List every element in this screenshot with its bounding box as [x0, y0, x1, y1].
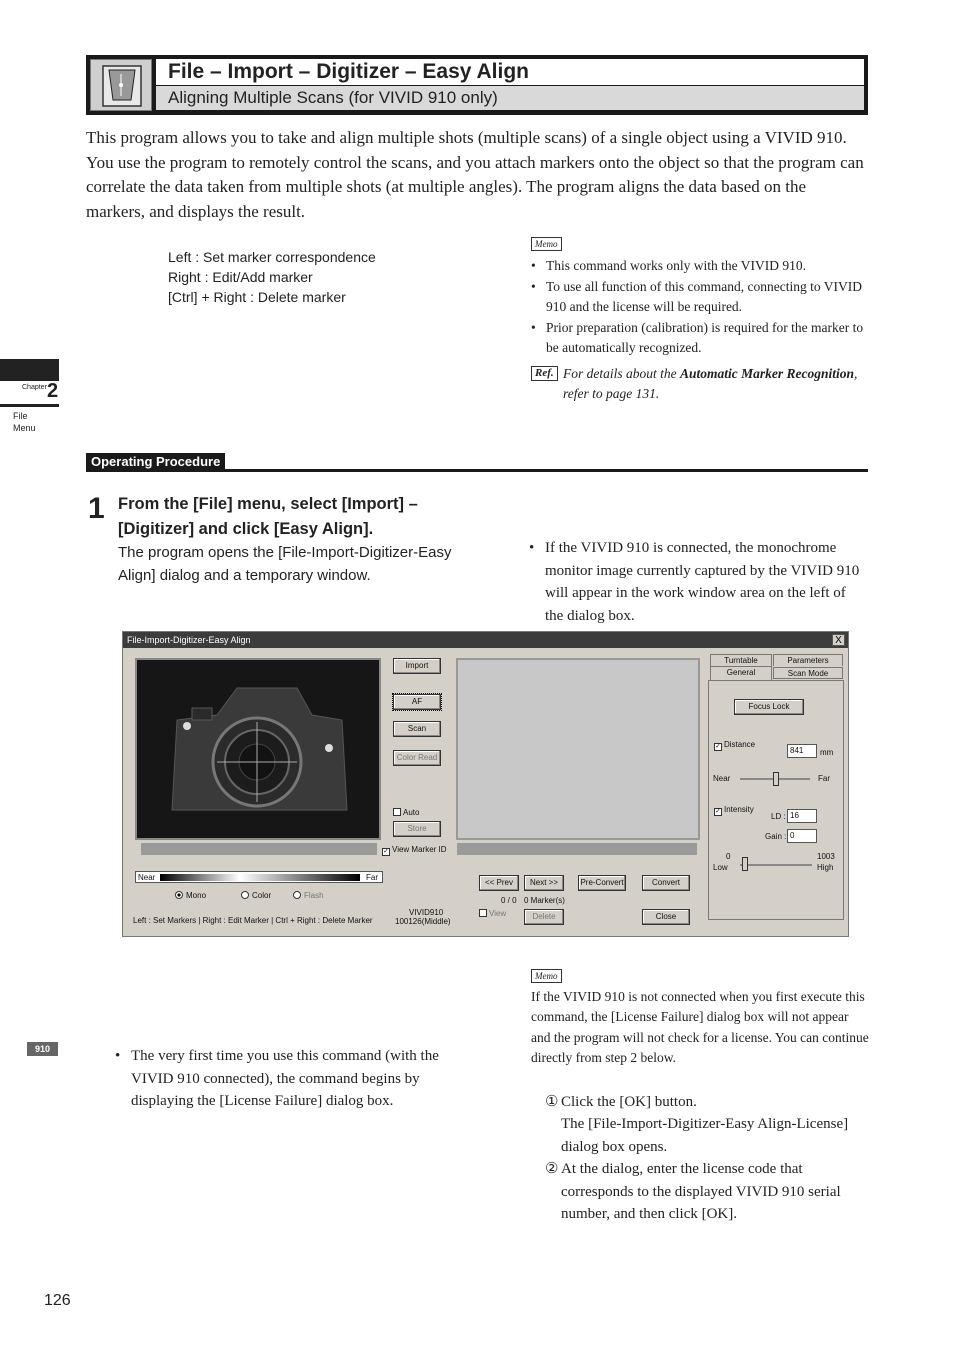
tab-parameters[interactable]: Parameters: [773, 654, 843, 666]
close-button[interactable]: Close: [642, 909, 690, 925]
auto-checkbox[interactable]: Auto: [393, 808, 419, 817]
easy-align-dialog: [122, 631, 849, 937]
slider-min: 0: [726, 852, 731, 861]
memo-box-license: [531, 966, 869, 1226]
step-number: 1: [88, 492, 105, 525]
slider-max: 1003: [817, 852, 835, 861]
prev-button[interactable]: << Prev: [479, 875, 519, 891]
far-label: Far: [818, 774, 830, 783]
model-tab: 910: [27, 1042, 58, 1056]
mono-radio[interactable]: Mono: [175, 891, 206, 900]
operating-procedure-label: Operating Procedure: [86, 453, 225, 471]
import-button[interactable]: Import: [393, 658, 441, 674]
tab-scan-mode[interactable]: Scan Mode: [773, 667, 843, 679]
memo-item: • This command works only with the VIVID 910.: [531, 256, 869, 276]
section-header: [86, 55, 868, 115]
progress-bar: [141, 843, 377, 855]
license-step-1: ① Click the [OK] button. The [File-Import-Digitizer-Easy Align-License] dialog box opens.: [531, 1068, 869, 1158]
ld-label: LD :: [771, 812, 786, 821]
ref-icon: Ref.: [531, 366, 558, 381]
checkbox-checked-icon: ✓: [383, 848, 389, 855]
chapter-label: Chapter: [22, 384, 47, 391]
distance-field[interactable]: 841: [787, 744, 817, 758]
tab-turntable[interactable]: Turntable: [710, 654, 772, 666]
section-icon: [90, 59, 152, 111]
gain-field[interactable]: 0: [787, 829, 817, 843]
mouse-op-left: Left : Set marker correspondence: [168, 249, 376, 265]
step-marker: ②: [545, 1161, 559, 1178]
gain-label: Gain :: [765, 832, 787, 841]
work-area[interactable]: [456, 658, 700, 840]
checkbox-icon: [393, 808, 401, 816]
step-marker: ①: [545, 1093, 559, 1110]
progress-bar-right: [457, 843, 697, 855]
distance-unit: mm: [820, 748, 834, 757]
memo-body: If the VIVID 910 is not connected when you first execute this command, the [License Failure] dialog box will not appear and the program will not check for a license. You can continue directly from step 2 below.: [531, 989, 869, 1065]
step-description: The program opens the [File-Import-Digitizer-Easy Align] dialog and a temporary window.: [118, 544, 452, 584]
monitor-view: [135, 658, 381, 840]
distance-checkbox[interactable]: ✓ Distance: [715, 740, 756, 750]
low-label: Low: [713, 863, 728, 872]
flash-radio[interactable]: Flash: [293, 891, 324, 900]
mouse-op-ctrl: [Ctrl] + Right : Delete marker: [168, 289, 346, 305]
intensity-checkbox[interactable]: ✓ Intensity: [715, 805, 754, 815]
ref-link-text: Automatic Marker Recognition: [680, 366, 855, 381]
model-version: 100126(Middle): [395, 917, 451, 926]
dialog-title-bar: File-Import-Digitizer-Easy Align: [123, 632, 848, 648]
chapter-bar: [0, 359, 59, 381]
memo-item: • Prior preparation (calibration) is required for the marker to be automatically recognized.: [531, 318, 869, 358]
chapter-number: 2: [47, 380, 59, 402]
pre-convert-button[interactable]: Pre-Convert: [578, 875, 626, 891]
memo-item: • To use all function of this command, connecting to VIVID 910 and the license will be required.: [531, 277, 869, 317]
distance-slider-handle[interactable]: [773, 772, 779, 786]
intensity-slider-track: [740, 864, 812, 866]
ld-field[interactable]: 16: [787, 809, 817, 823]
tab-general[interactable]: General: [710, 666, 772, 680]
marker-count: 0 Marker(s): [524, 896, 565, 905]
intensity-slider-handle[interactable]: [742, 857, 748, 871]
status-text: Left : Set Markers | Right : Edit Marker | Ctrl + Right : Delete Marker: [133, 916, 373, 925]
memo-icon: Memo: [531, 237, 562, 251]
high-label: High: [817, 863, 834, 872]
memo-list: [531, 256, 869, 358]
ref-note: Ref. For details about the Automatic Marker Recognition, refer to page 131.: [531, 364, 869, 404]
store-button[interactable]: Store: [393, 821, 441, 837]
color-radio[interactable]: Color: [241, 891, 271, 900]
page-number: 126: [44, 1292, 71, 1309]
focus-lock-button[interactable]: Focus Lock: [734, 699, 804, 715]
license-note: • The very first time you use this command (with the VIVID 910 connected), the command begins by displaying the [License Failure] dialog box.: [115, 1045, 455, 1113]
marker-counter: 0 / 0: [501, 896, 517, 905]
chapter-section-name: File Menu: [13, 411, 36, 433]
close-icon[interactable]: X: [832, 634, 845, 646]
near-label: Near: [713, 774, 731, 783]
mouse-op-right: Right : Edit/Add marker: [168, 269, 313, 285]
model-name: VIVID910: [409, 908, 444, 917]
depth-gradient: Near Far: [135, 871, 383, 883]
convert-button[interactable]: Convert: [642, 875, 690, 891]
color-read-button[interactable]: Color Read: [393, 750, 441, 766]
memo-icon: Memo: [531, 969, 562, 983]
view-marker-id-checkbox[interactable]: ✓ View Marker ID: [383, 845, 447, 855]
memo-box: [531, 234, 869, 404]
page-subtitle: Aligning Multiple Scans (for VIVID 910 only): [156, 86, 864, 110]
view-checkbox[interactable]: View: [479, 909, 506, 918]
step-title: From the [File] menu, select [Import] – [Digitizer] and click [Easy Align].: [118, 495, 418, 538]
chapter-divider: [0, 404, 59, 407]
step-note: • If the VIVID 910 is connected, the monochrome monitor image currently captured by the VIVID 910 will appear in the work window area on the left of the dialog box.: [529, 537, 861, 627]
af-button[interactable]: AF: [393, 694, 441, 710]
license-step-2: ② At the dialog, enter the license code that corresponds to the displayed VIVID 910 serial number, and then click [OK].: [531, 1158, 869, 1226]
scan-button[interactable]: Scan: [393, 721, 441, 737]
page-title: File – Import – Digitizer – Easy Align: [156, 59, 864, 85]
delete-button[interactable]: Delete: [524, 909, 564, 925]
next-button[interactable]: Next >>: [524, 875, 564, 891]
intro-paragraph: This program allows you to take and align multiple shots (multiple scans) of a single object using a VIVID 910. You use the program to remotely control the scans, and you attach markers onto the object so that the program can correlate the data taken from multiple shots (at multiple angles). The program aligns the data based on the markers, and displays the result.: [86, 128, 864, 221]
tab-panel: [708, 680, 844, 920]
